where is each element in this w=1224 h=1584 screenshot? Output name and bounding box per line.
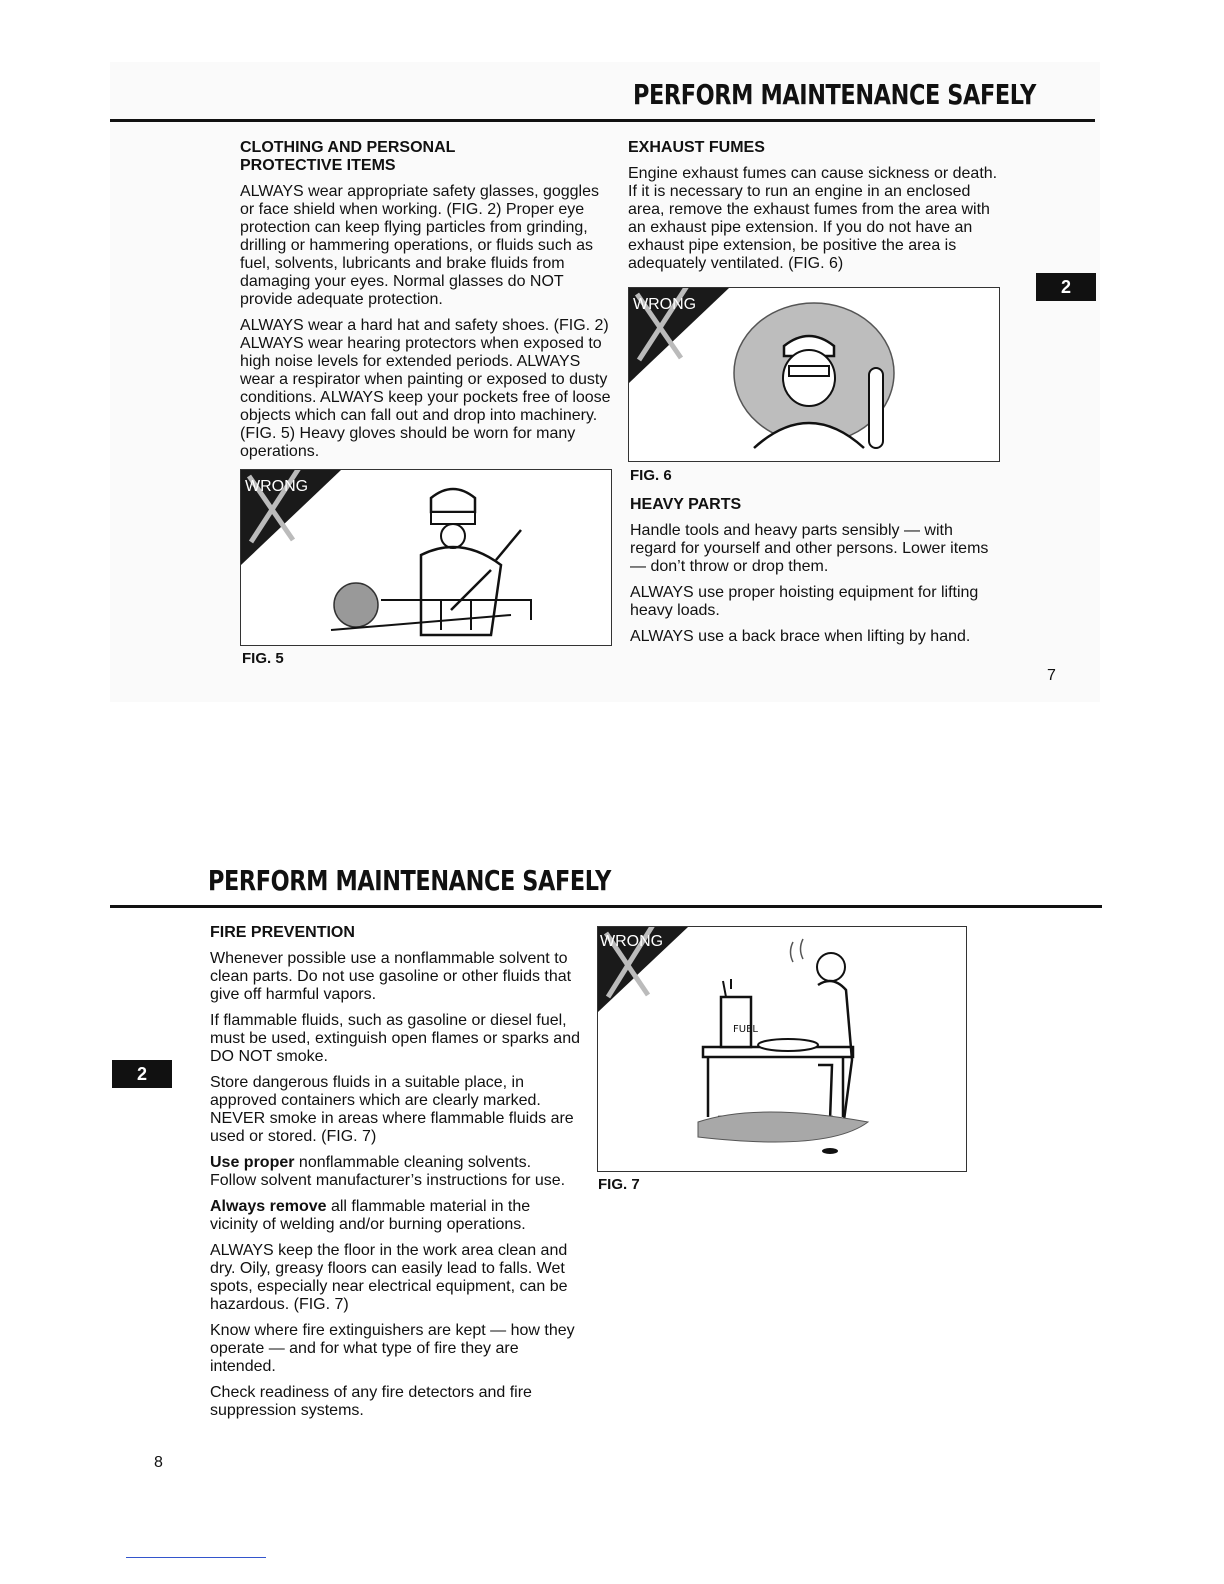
paragraph-text: ALWAYS keep the floor in the work area clean and dry. Oily, greasy floors can easily lead to falls. Wet spots, especially near electrical equipment, can be hazardous. (FIG. 7): [210, 1242, 568, 1313]
paragraph: Engine exhaust fumes can cause sickness or death. If it is necessary to run an engine in an enclosed area, remove the exhaust fumes from the area with an exhaust pipe extension. If you do not have an exhaust pipe extension, be positive the area is adequately ventilated. (FIG. 6): [628, 165, 998, 272]
wrong-badge: WRONG: [245, 478, 309, 495]
section-heading-heavy-parts: HEAVY PARTS: [630, 496, 742, 513]
paragraph: [210, 1154, 580, 1190]
paragraph-text: nonflammable cleaning solvents. Follow solvent manufacturer’s instructions for use.: [210, 1154, 566, 1189]
paragraph-text: If flammable fluids, such as gasoline or diesel fuel, must be used, extinguish open flames or sparks and DO NOT smoke.: [210, 1012, 580, 1065]
paragraph: [210, 1384, 580, 1420]
heading-line: PROTECTIVE ITEMS: [240, 157, 396, 174]
paragraph: ALWAYS wear a hard hat and safety shoes. (FIG. 2) ALWAYS wear hearing protectors when exposed to high noise levels for extended periods. ALWAYS wear a respirator when painting or exposed to dusty conditions. ALWAYS keep your pockets free of loose objects which can fall out and drop into machinery. (FIG. 5) Heavy gloves should be worn for many operations.: [240, 317, 611, 460]
paragraph: [210, 1242, 580, 1314]
section-heading-exhaust: EXHAUST FUMES: [628, 139, 765, 156]
paragraph-text: Know where fire extinguishers are kept — how they operate — and for what type of fire they are intended.: [210, 1322, 575, 1375]
wrong-badge: WRONG: [600, 933, 664, 950]
page-title: PERFORM MAINTENANCE SAFELY: [633, 78, 1036, 111]
wrong-badge: WRONG: [633, 296, 697, 313]
paragraph-text: Store dangerous fluids in a suitable place, in approved containers which are clearly marked. NEVER smoke in areas where flammable fluids are used or stored. (FIG. 7): [210, 1074, 574, 1145]
fire-prevention-column: [210, 924, 580, 1428]
paragraph-text: Whenever possible use a nonflammable solvent to clean parts. Do not use gasoline or other fluids that give off harmful vapors.: [210, 950, 572, 1003]
paragraph: ALWAYS use proper hoisting equipment for lifting heavy loads.: [630, 584, 979, 619]
header-rule: [110, 905, 1102, 908]
section-tab: 2: [112, 1060, 172, 1088]
paragraph-text: Check readiness of any fire detectors and fire suppression systems.: [210, 1384, 532, 1419]
paragraph: [210, 1322, 580, 1376]
heading-line: CLOTHING AND PERSONAL: [240, 139, 456, 156]
bold-lead: Always remove: [210, 1198, 327, 1215]
fuel-can-label: FUEL: [733, 1024, 758, 1035]
figure-7-illustration: [597, 926, 967, 1172]
paragraph: ALWAYS use a back brace when lifting by hand.: [630, 628, 971, 645]
figure-7-label: FIG. 7: [598, 1176, 640, 1193]
paragraph: [210, 1074, 580, 1146]
paragraph: [210, 950, 580, 1004]
figure-6-label: FIG. 6: [630, 467, 672, 484]
paragraph: Handle tools and heavy parts sensibly — with regard for yourself and other persons. Lower items — don’t throw or drop them.: [630, 522, 989, 575]
section-tab: 2: [1036, 273, 1096, 301]
footer-rule: [126, 1557, 266, 1558]
right-column-bottom: [630, 496, 1002, 654]
header-rule: [110, 119, 1095, 122]
bold-lead: Use proper: [210, 1154, 295, 1171]
page-number: 8: [154, 1454, 163, 1471]
page-title: PERFORM MAINTENANCE SAFELY: [208, 864, 611, 897]
paragraph: [210, 1198, 580, 1234]
figure-5-illustration: [240, 469, 612, 646]
paragraph: ALWAYS wear appropriate safety glasses, goggles or face shield when working. (FIG. 2) Proper eye protection can keep flying particles from grinding, drilling or hammering operations, or fluids such as fuel, solvents, lubricants and brake fluids from damaging your eyes. Normal glasses do NOT provide adequate protection.: [240, 183, 599, 308]
paragraph-text: all flammable material in the vicinity of welding and/or burning operations.: [210, 1198, 531, 1233]
section-heading-clothing: [240, 139, 612, 175]
page-number: 7: [1047, 667, 1056, 684]
figure-5-label: FIG. 5: [242, 650, 284, 667]
paragraph: [210, 1012, 580, 1066]
section-heading-fire: FIRE PREVENTION: [210, 924, 355, 941]
left-column: [240, 139, 612, 469]
figure-6-illustration: [628, 287, 1000, 462]
right-column-top: [628, 139, 1000, 281]
